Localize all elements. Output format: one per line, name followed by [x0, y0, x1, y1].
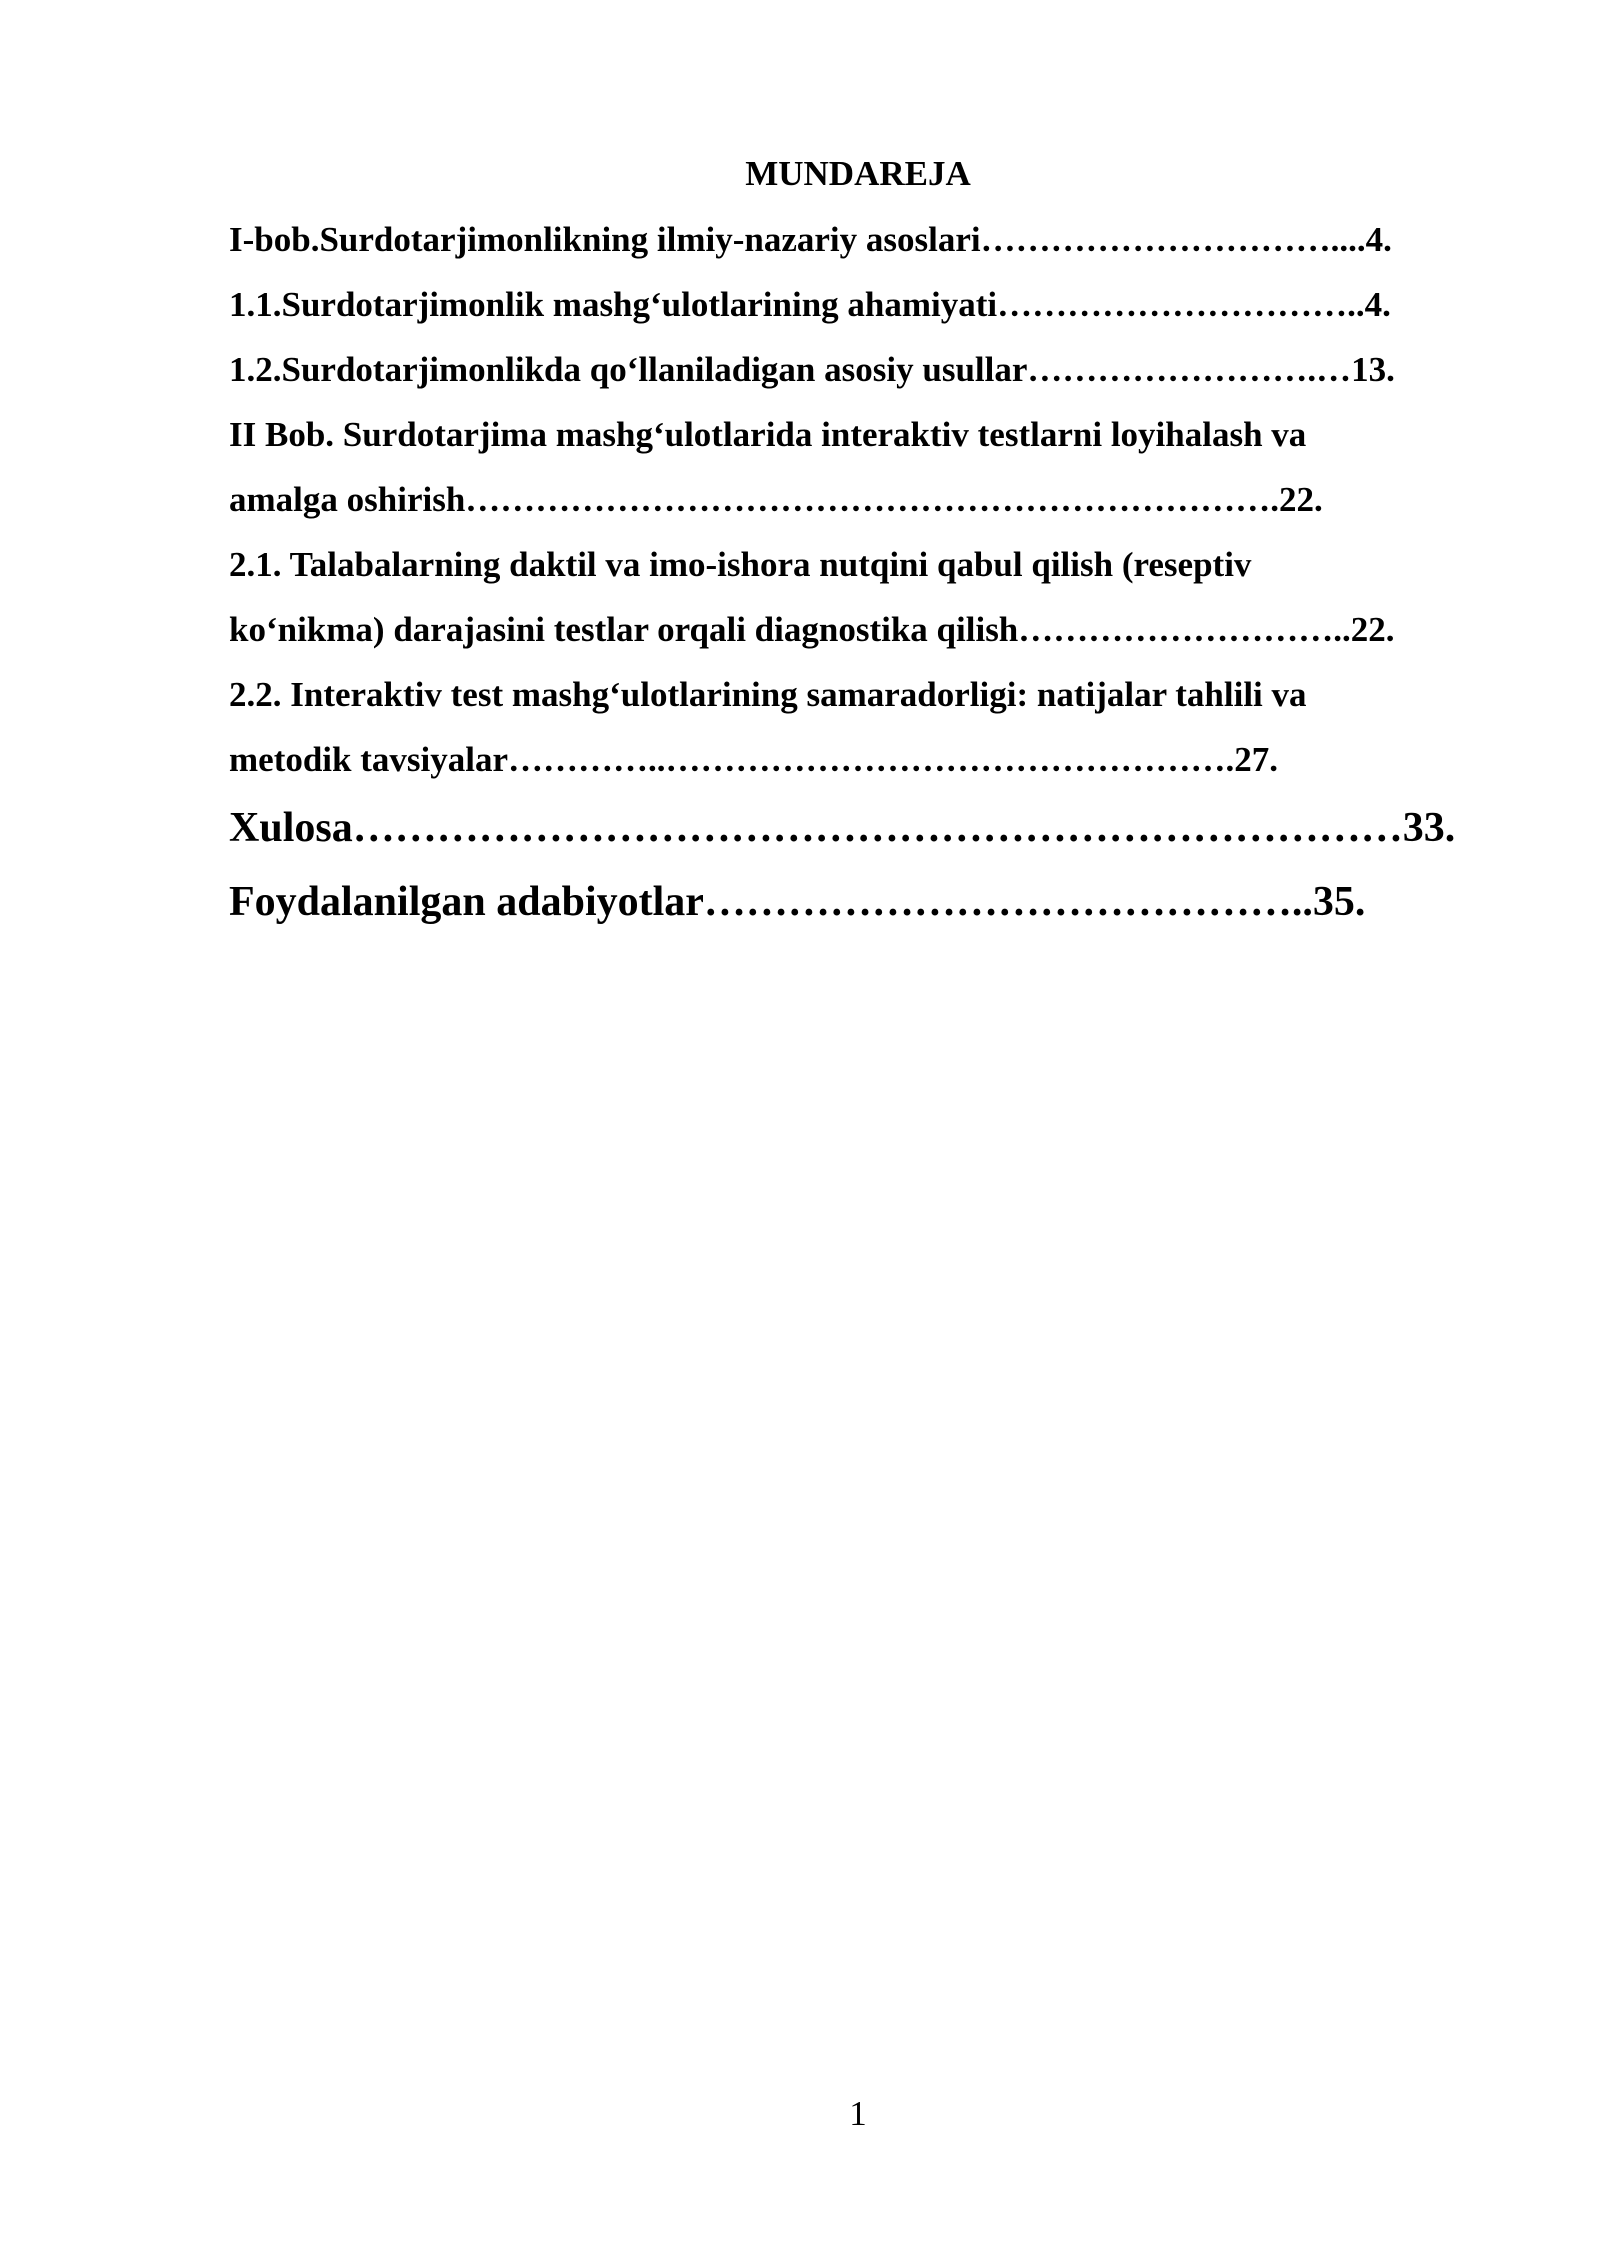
toc-entry-2-1-line-2: ko‘nikma) darajasini testlar orqali diagnostika qilish………………………..22.	[229, 610, 1395, 649]
toc-entry-conclusion: Xulosa…………………………………………………………………33.	[229, 805, 1456, 851]
toc-entry-chapter-1: I-bob.Surdotarjimonlikning ilmiy-nazariy asoslari…………………………....4.	[229, 220, 1392, 259]
toc-entry-1-2: 1.2.Surdotarjimonlikda qo‘llaniladigan asosiy usullar…………………….…13.	[229, 350, 1395, 389]
page-number: 1	[849, 2094, 867, 2133]
toc-entry-2-2-line-1: 2.2. Interaktiv test mashg‘ulotlarining samaradorligi: natijalar tahlili va	[229, 675, 1307, 714]
toc-entry-references: Foydalanilgan adabiyotlar……………………………………..35.	[229, 879, 1366, 925]
toc-entry-2-1-line-1: 2.1. Talabalarning daktil va imo-ishora nutqini qabul qilish (reseptiv	[229, 545, 1252, 584]
toc-entry-2-2-line-2: metodik tavsiyalar…………..………………………………………….27.	[229, 740, 1279, 779]
toc-entry-1-1: 1.1.Surdotarjimonlik mashg‘ulotlarining ahamiyati…………………………..4.	[229, 285, 1391, 324]
toc-heading: MUNDAREJA	[745, 154, 971, 193]
toc-entry-chapter-2-line-2: amalga oshirish…………………………………………………………….22.	[229, 480, 1323, 519]
toc-entry-chapter-2-line-1: II Bob. Surdotarjima mashg‘ulotlarida interaktiv testlarni loyihalash va	[229, 415, 1307, 454]
